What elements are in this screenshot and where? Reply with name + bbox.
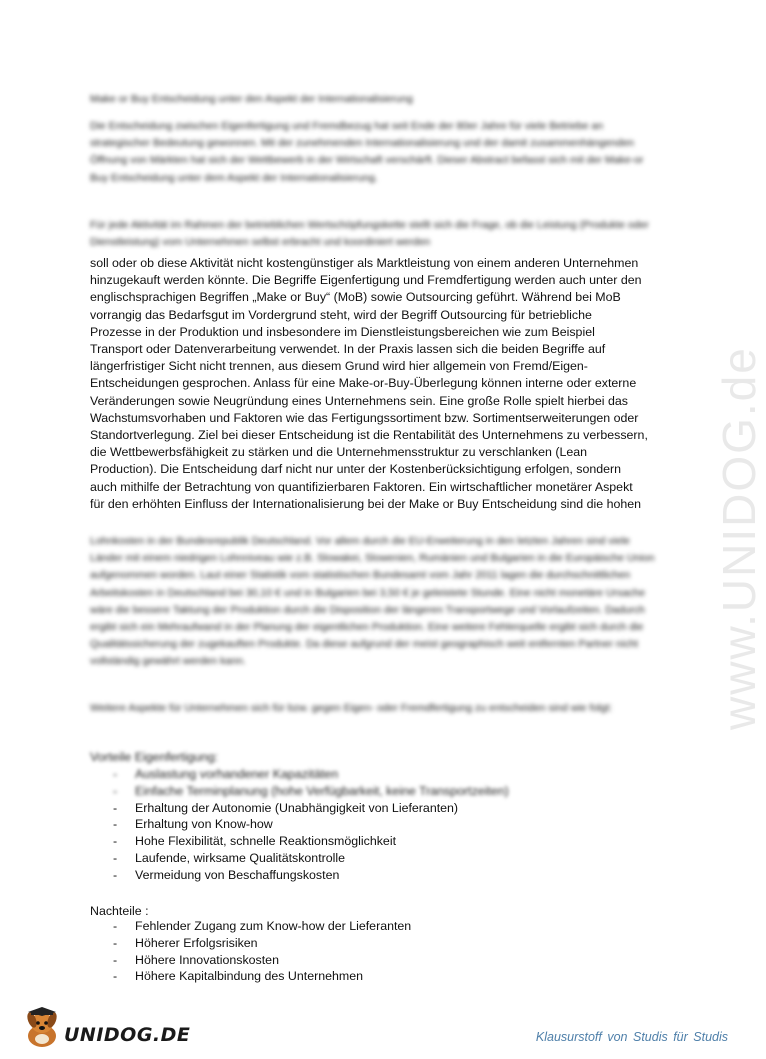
watermark-text: www.UNIDOG.de — [713, 346, 765, 730]
vorteile-item-text: Hohe Flexibilität, schnelle Reaktionsmöglichkeit — [135, 834, 397, 849]
bullet-dash: - — [113, 850, 118, 865]
paragraph-line: hinzugekauft werden könnte. Die Begriffe Eigenfertigung und Fremdfertigung werden auch unter den — [90, 273, 642, 288]
vorteile-item-text: Erhaltung von Know-how — [135, 817, 273, 832]
paragraph-line: Wachstumsvorhaben und Faktoren wie das Fertigungssortiment bzw. Sortimentserweiterungen oder — [90, 410, 639, 425]
paragraph-line: Entscheidungen gesprochen. Anlass für eine Make-or-Buy-Überlegung können interne oder externe — [90, 376, 637, 391]
paragraph-line: Production). Die Entscheidung darf nicht nur unter der Kostenberücksichtigung erfolgen, sondern — [90, 462, 622, 477]
main-paragraph — [90, 255, 662, 513]
bullet-dash: - — [113, 834, 118, 849]
vorteile-item-text: Einfache Terminplanung (hohe Verfügbarkeit, keine Transportzeiten) — [135, 783, 509, 798]
paragraph-line: vorrangig das Bedarfsgut im Vordergrund steht, wird der Begriff Outsourcing für betriebliche — [90, 307, 592, 322]
vorteile-heading: Vorteile Eigenfertigung: — [90, 750, 219, 764]
nachteile-item-text: Höhere Kapitalbindung des Unternehmen — [135, 969, 364, 984]
paragraph-2-blurred: Für jede Aktivität im Rahmen der betrieblichen Wertschöpfungskette stellt sich die Frage, ob die Leistung (Produkte oder Dienstleistung) vom Unternehmen selbst erbracht und koordiniert werden — [90, 219, 649, 249]
paragraph-line: die Wettbewerbsfähigkeit zu stärken und die Unternehmensstruktur zu verschlanken (Lean — [90, 445, 588, 460]
paragraph-line: auch mithilfe der Betrachtung von quantifizierbaren Faktoren. Ein wirtschaftlicher monetärer Aspekt — [90, 479, 633, 494]
nachteile-item — [0, 918, 600, 935]
nachteile-item-text: Höherer Erfolgsrisiken — [135, 935, 258, 950]
bullet-dash: - — [113, 783, 118, 798]
paragraph-line: längerfristiger Sicht nicht trennen, aus diesem Grund wird hier allgemein von Fremd/Eigen- — [90, 359, 588, 374]
paragraph-line: soll oder ob diese Aktivität nicht kostengünstiger als Marktleistung von einem anderen Unternehmen — [90, 256, 639, 270]
nachteile-item — [0, 968, 600, 985]
nachteile-heading: Nachteile : — [90, 904, 149, 918]
bullet-dash: - — [113, 952, 118, 967]
document-title: Make or Buy Entscheidung unter den Aspekt der Internationalisierung — [90, 93, 413, 105]
bullet-dash: - — [113, 919, 118, 933]
bullet-dash: - — [113, 935, 118, 950]
vorteile-item — [0, 850, 600, 867]
vorteile-item — [0, 783, 600, 800]
bullet-dash: - — [113, 969, 118, 984]
paragraph-line: Prozesse in der Produktion und insbesondere im Dienstleistungsbereichen wie zum Beispiel — [90, 324, 595, 339]
dog-mascot-icon — [22, 1006, 62, 1050]
intro-paragraph: Die Entscheidung zwischen Eigenfertigung und Fremdbezug hat seit Ende der 80er Jahre für viele Betriebe an strategischer Bedeutung gewonnen. Mit der zunehmenden Internationalisierung und der damit zusammenhängenden Öffnung von Märkten hat sich der Wettbewerb in der Wirtschaft verschärft. Dieser Abstract befasst sich mit der Make-or Buy Entscheidung unter dem Aspekt der Internationalisierung. — [90, 120, 644, 184]
paragraph-3-blurred: Lohnkosten in der Bundesrepublik Deutschland. Vor allem durch die EU-Erweiterung in den letzten Jahren sind viele Länder mit einem niedrigen Lohnniveau wie z.B. Slowakei, Slowenien, Rumänien und Bulgarien in die Europäische Union aufgenommen worden. Laut einer Statistik vom statistischen Bundesamt vom Jahr 2011 lagen die durchschnittlichen Arbeitskosten in Deutschland bei 30,10 € und in Bulgarien bei 3,50 € je geleistete Stunde. Eine nicht monetäre Ursache wäre die bessere Taktung der Produktion durch die Disposition der längeren Transportwege und Vorlaufzeiten. Dadurch ergibt sich ein Mehraufwand in der Planung der eigentlichen Produktion. Eine weitere Fehlerquelle ergibt sich durch die Qualitätssicherung der zugekauften Produkte. Da diese aufgrund der meist geographisch weit entfernten Partner nicht vollständig gewährt werden kann. — [90, 535, 655, 668]
paragraph-line: englischsprachigen Begriffen „Make or Buy“ (MoB) sowie Outsourcing geführt. Während bei MoB — [90, 290, 621, 305]
nachteile-item-text: Fehlender Zugang zum Know-how der Lieferanten — [135, 919, 412, 933]
unidog-logo[interactable] — [22, 1006, 191, 1052]
logo-text: UNIDOG.DE — [64, 1024, 191, 1046]
bullet-dash: - — [113, 800, 118, 815]
bullet-dash: - — [113, 817, 118, 832]
nachteile-list — [0, 918, 600, 985]
vorteile-item-text: Auslastung vorhandener Kapazitäten — [135, 767, 339, 781]
paragraph-4-blurred: Weitere Aspekte für Unternehmen sich für bzw. gegen Eigen- oder Fremdfertigung zu entscheiden sind wie folgt: — [90, 702, 613, 714]
vorteile-item — [0, 833, 600, 850]
bullet-dash: - — [113, 867, 118, 882]
vorteile-item — [0, 800, 600, 817]
vorteile-item — [0, 816, 600, 833]
nachteile-item-text: Höhere Innovationskosten — [135, 952, 279, 967]
vorteile-list — [0, 766, 600, 884]
vorteile-item — [0, 766, 600, 783]
paragraph-line: für den erhöhten Einfluss der Internationalisierung bei der Make or Buy Entscheidung sind die hohen — [90, 496, 642, 511]
paragraph-line: Transport oder Datenverarbeitung verwendet. In der Praxis lassen sich die beiden Begriffe auf — [90, 342, 606, 357]
bullet-dash: - — [113, 767, 118, 781]
paragraph-line: Standortverlegung. Ziel bei dieser Entscheidung ist die Rentabilität des Unternehmens zu verbessern, — [90, 428, 648, 443]
watermark — [676, 230, 765, 730]
vorteile-item-text: Vermeidung von Beschaffungskosten — [135, 867, 340, 882]
vorteile-item-text: Laufende, wirksame Qualitätskontrolle — [135, 850, 346, 865]
vorteile-item-text: Erhaltung der Autonomie (Unabhängigkeit von Lieferanten) — [135, 800, 459, 815]
nachteile-item — [0, 935, 600, 952]
footer-tagline: Klausurstoff von Studis für Studis — [535, 1030, 728, 1044]
nachteile-item — [0, 952, 600, 969]
vorteile-item — [0, 867, 600, 884]
paragraph-line: Veränderungen sowie Neugründung eines Unternehmens sein. Eine große Rolle spielt hierbei das — [90, 393, 628, 408]
